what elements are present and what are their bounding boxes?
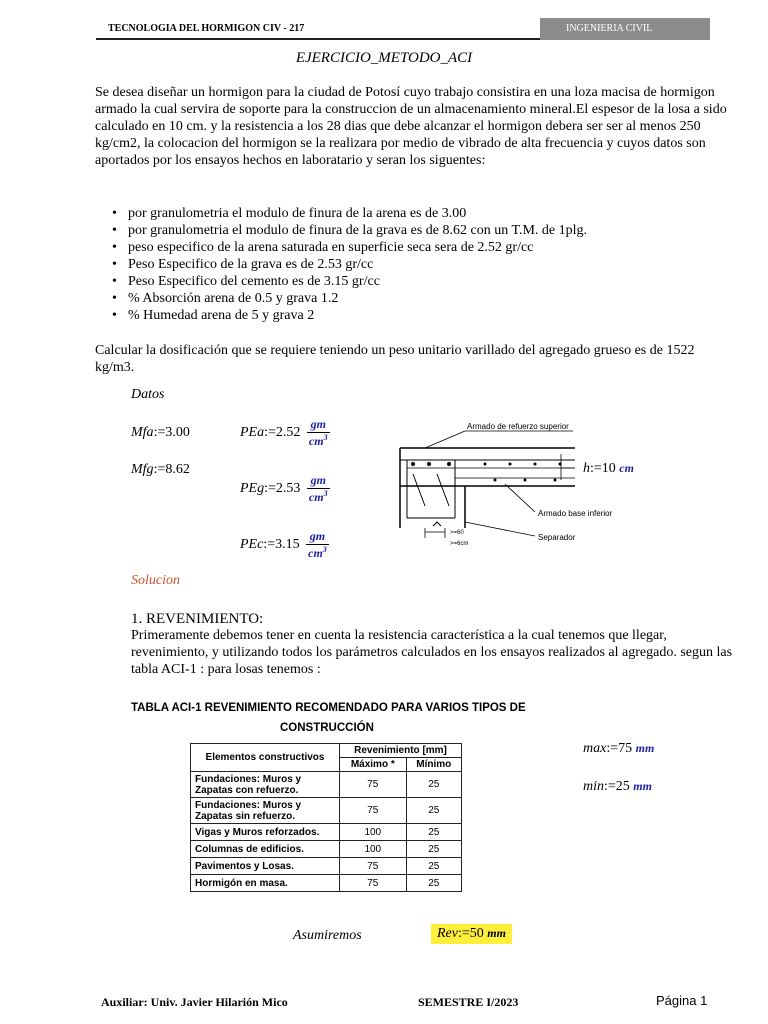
unit-fraction: $\frac{gm}{cm^3}$ [308,417,328,448]
list-item: • % Humedad arena de 5 y grava 2 [112,307,587,324]
label-top-rebar: Armado de refuerzo superior [467,422,569,431]
list-item: • Peso Especifico de la grava es de 2.53 gr/cc [112,256,587,273]
page-number: Página 1 [656,993,708,1008]
calc-paragraph: Calcular la dosificación que se requiere teniendo un peso unitario varillado del agregado grueso es de 1522 kg/m3. [95,343,695,375]
col-maximo: Máximo * [340,758,407,772]
datos-label: Datos [131,387,165,402]
table-title-line2: CONSTRUCCIÓN [280,722,374,734]
header-course: TECNOLOGIA DEL HORMIGON CIV - 217 [96,18,540,40]
pea-assignment: PEa:=2.52 $\frac{gm}{cm^3}$ [240,417,328,448]
table-row: Vigas y Muros reforzados. 100 25 [191,824,462,841]
dim-label-1: >=60 [450,530,464,536]
table-title-line1: TABLA ACI-1 REVENIMIENTO RECOMENDADO PARA VARIOS TIPOS DE [131,702,526,714]
data-list [112,205,587,324]
col-minimo: Mínimo [406,758,461,772]
col-revenimiento: Revenimiento [mm] [340,744,462,758]
unit-fraction: $\frac{gm}{cm^3}$ [308,529,327,560]
mfa-assignment: Mfa:=3.00 [131,425,190,440]
pec-assignment: PEc:=3.15 $\frac{gm}{cm^3}$ [240,529,327,560]
assume-label: Asumiremos [293,928,362,943]
max-assignment: max:=75 mm [583,741,655,756]
revenimiento-table [190,743,462,892]
intro-paragraph: Se desea diseñar un hormigon para la ciudad de Potosí cuyo trabajo consistira en una loza macisa de hormigon armado la cual servira de soporte para la construccion de un almacenamiento mineral.El espesor de la losa a sido calculado en 10 cm. y la resistencia a los 28 dias que debe alcanzar el hormigon debera ser ser al menos 250 kg/cm2, la colocacion del hormigon se la realizara por medio de vibrado de alta frecuencia y cuyos datos son aportados por los ensayos hechos en laboratario y seran los siguentes: [95,85,727,168]
label-bottom-rebar: Armado base inferior [538,509,613,518]
page-title: EJERCICIO_METODO_ACI [295,50,473,66]
min-assignment: min:=25 mm [583,779,652,794]
solucion-label: Solucion [131,573,180,588]
slab-diagram [395,418,615,558]
list-item: • peso especifico de la arena saturada en superficie seca sera de 2.52 gr/cc [112,239,587,256]
h-assignment: h:=10 cm [583,461,634,476]
table-row: Fundaciones: Muros y Zapatas con refuerzo. 75 25 [191,772,462,798]
table-row: Columnas de edificios. 100 25 [191,841,462,858]
rev-assignment: Rev:=50 mm [431,924,512,944]
list-item: • Peso Especifico del cemento es de 3.15 gr/cc [112,273,587,290]
footer-author: Auxiliar: Univ. Javier Hilarión Mico [101,995,288,1009]
list-item: • por granulometria el modulo de finura de la grava es de 8.62 con un T.M. de 1plg. [112,222,587,239]
list-item: • por granulometria el modulo de finura de la arena es de 3.00 [112,205,587,222]
unit-fraction: $\frac{gm}{cm^3}$ [308,473,328,504]
dim-label-2: >=6cm [450,541,469,547]
header-department: INGENIERIA CIVIL [540,18,710,40]
col-elementos: Elementos constructivos [191,744,340,772]
section-heading: 1. REVENIMIENTO: [131,611,264,627]
table-row: Pavimentos y Losas. 75 25 [191,858,462,875]
table-row: Hormigón en masa. 75 25 [191,875,462,892]
list-item: • % Absorción arena de 0.5 y grava 1.2 [112,290,587,307]
table-row: Fundaciones: Muros y Zapatas sin refuerzo. 75 25 [191,798,462,824]
peg-assignment: PEg:=2.53 $\frac{gm}{cm^3}$ [240,473,328,504]
section-paragraph: Primeramente debemos tener en cuenta la resistencia característica a la cual tenemos que llegar, revenimiento, y utilizando todos los parámetros calculados en los ensayos realizados al agregado. segun las tabla ACI-1 : para losas tenemos : [131,628,733,677]
label-spacer: Separador [538,533,576,542]
footer-semester: SEMESTRE I/2023 [418,995,519,1009]
mfg-assignment: Mfg:=8.62 [131,462,190,477]
